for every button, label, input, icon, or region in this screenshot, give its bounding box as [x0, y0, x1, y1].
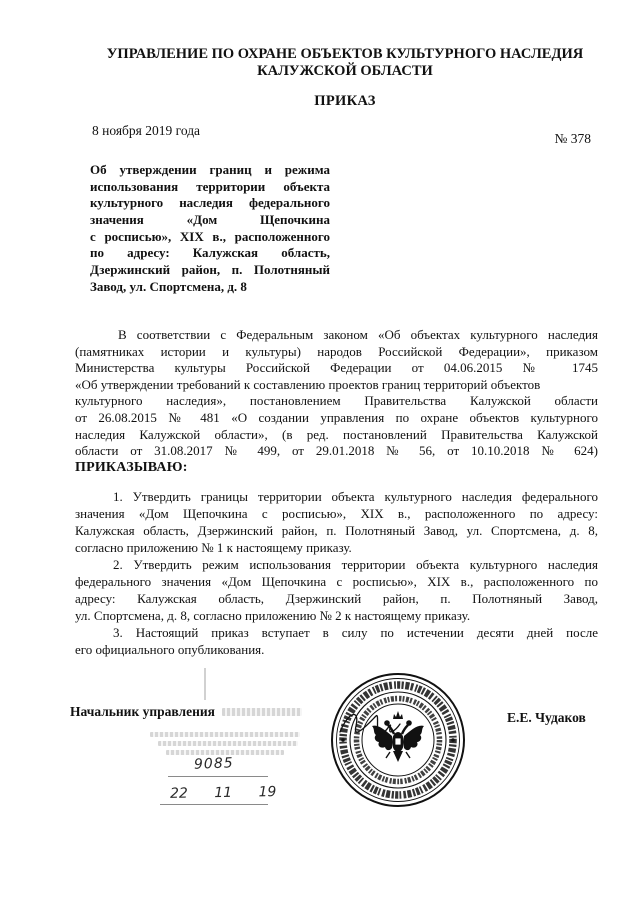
preamble-line: В соответствии с Федеральным законом «Об объектах культурного наследия — [118, 327, 598, 342]
subject-line: Дзержинский район, п. Полотняный — [90, 262, 330, 278]
item-line: его официального опубликования. — [75, 642, 265, 657]
registration-stamp-trace — [150, 732, 300, 737]
item-line: Калужская область, Дзержинский район, п. Полотняный Завод, ул. Спортсмена, д. 8, — [75, 523, 598, 538]
registration-stamp-trace — [158, 741, 298, 746]
item-line: 3. Настоящий приказ вступает в силу по истечении десяти дней после — [113, 625, 598, 640]
subject-line: Завод, ул. Спортсмена, д. 8 — [90, 278, 247, 294]
preamble-line: области от 31.08.2017 № 499, от 29.01.2018 № 56, от 10.10.2018 № 624) — [75, 443, 598, 459]
preamble-line: Министерства культуры Российской Федерации от 04.06.2015 № 1745 — [75, 360, 598, 376]
preamble-line: «Об утверждении требований к составлению проектов границ территорий объектов — [75, 376, 541, 392]
subject-line: с росписью», XIX в., расположенного — [90, 228, 330, 244]
official-seal — [330, 672, 466, 808]
order-item-3 — [75, 624, 598, 658]
item-line: значения «Дом Щепочкина с росписью», XIX в., расположенного по адресу: — [75, 506, 598, 521]
preamble-line: от 26.08.2015 № 481 «О создании управления по охране объектов культурного — [75, 409, 598, 425]
registration-stamp-trace — [222, 708, 302, 716]
subject-line: по адресу: Калужская область, — [90, 245, 330, 261]
registration-stamp-trace — [204, 668, 206, 700]
preamble-line: наследия Калужской области», (в ред. постановлений Правительства Калужской — [75, 426, 598, 442]
signatory-position: Начальник управления — [70, 704, 215, 719]
registration-number-underline — [168, 776, 268, 777]
item-line: 1. Утвердить границы территории объекта культурного наследия федерального — [113, 489, 598, 504]
order-item-2 — [75, 556, 598, 624]
registration-date-underline — [160, 804, 268, 805]
document-number: № 378 — [554, 131, 591, 146]
organization-header — [90, 46, 600, 80]
order-items — [75, 488, 598, 658]
order-item-1 — [75, 488, 598, 556]
preamble-line: культурного наследия», постановлением Правительства Калужской области — [75, 393, 598, 409]
registration-stamp-trace — [166, 750, 284, 755]
item-line: адресу: Калужская область, Дзержинский район, п. Полотняный Завод, — [75, 591, 598, 606]
subject-line: культурного наследия федерального — [90, 195, 330, 211]
registration-date-handwritten: 22 11 19 — [169, 784, 277, 802]
preamble-line: (памятниках истории и культуры) народов Российской Федерации», приказом — [75, 343, 598, 359]
organization-name-line-2: КАЛУЖСКОЙ ОБЛАСТИ — [257, 63, 433, 79]
preamble-paragraph — [75, 327, 598, 476]
organization-name-line-1: УПРАВЛЕНИЕ ПО ОХРАНЕ ОБЪЕКТОВ КУЛЬТУРНОГО НАСЛЕДИЯ — [106, 46, 584, 62]
subject-line: Об утверждении границ и режима — [90, 162, 330, 177]
registration-number-handwritten: 9085 — [193, 755, 234, 773]
item-line: ул. Спортсмена, д. 8, согласно приложению № 2 к настоящему приказу. — [75, 608, 471, 623]
item-line: согласно приложению № 1 к настоящему приказу. — [75, 540, 352, 555]
item-line: федерального значения «Дом Щепочкина с росписью», XIX в., расположенного по — [75, 574, 598, 589]
subject-line: значения «Дом Щепочкина — [90, 212, 330, 228]
document-type-title: ПРИКАЗ — [314, 93, 376, 109]
subject-line: использования территории объекта — [90, 178, 330, 194]
item-line: 2. Утвердить режим использования территории объекта культурного наследия — [113, 557, 598, 572]
document-subject — [90, 162, 330, 296]
directive-heading: ПРИКАЗЫВАЮ: — [75, 459, 188, 475]
signatory-name: Е.Е. Чудаков — [507, 710, 586, 725]
document-date: 8 ноября 2019 года — [92, 123, 201, 138]
